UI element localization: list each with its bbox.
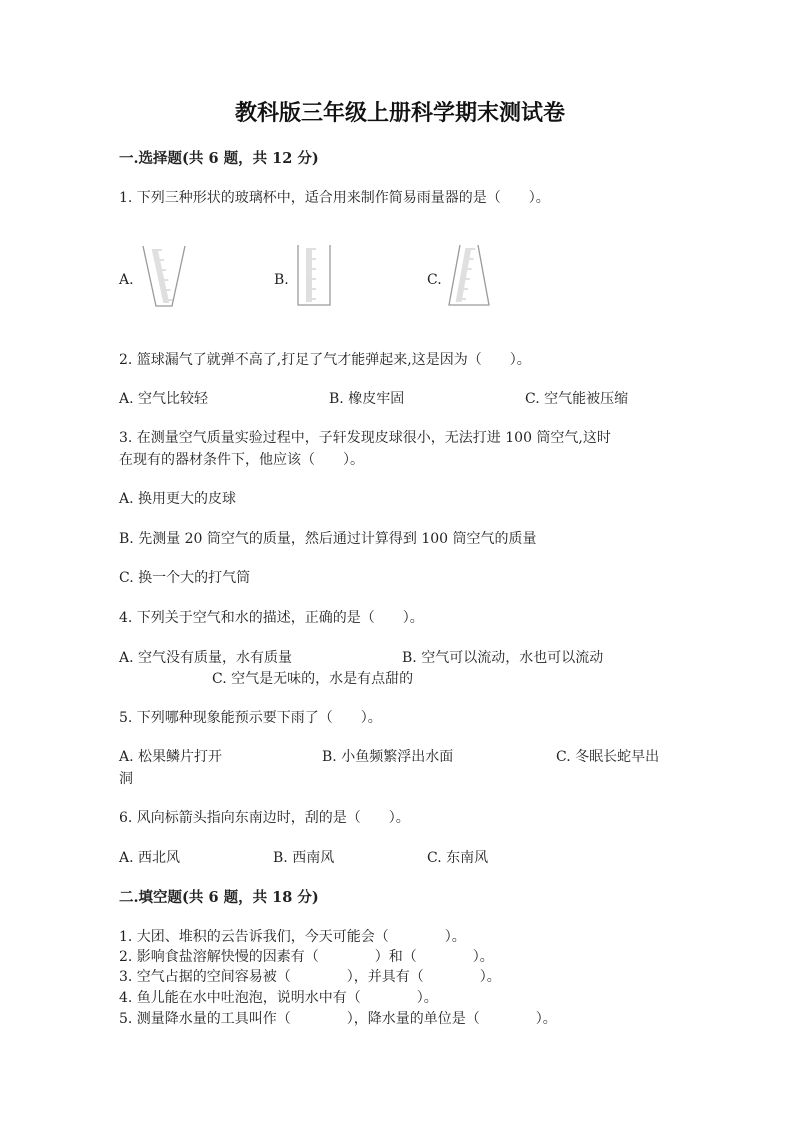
fill-item-4: 4. 鱼儿能在水中吐泡泡，说明水中有（ ）。 bbox=[119, 990, 438, 1006]
page-title: 教科版三年级上册科学期末测试卷 bbox=[234, 100, 565, 126]
question-5-option-a: A. 松果鳞片打开 bbox=[119, 749, 223, 765]
fill-item-5: 5. 测量降水量的工具叫作（ ），降水量的单位是（ ）。 bbox=[119, 1011, 557, 1027]
cup-straight-image bbox=[294, 243, 334, 307]
question-6-option-b: B. 西南风 bbox=[273, 850, 335, 866]
question-1-option-a: A. bbox=[119, 272, 134, 288]
question-2-stem: 2. 篮球漏气了就弹不高了,打足了气才能弹起来,这是因为（ ）。 bbox=[119, 352, 531, 368]
question-5-option-c-wrap: 洞 bbox=[119, 771, 133, 787]
question-4-stem: 4. 下列关于空气和水的描述，正确的是（ ）。 bbox=[119, 610, 424, 626]
question-6-option-c: C. 东南风 bbox=[427, 850, 489, 866]
question-5-option-c: C. 冬眠长蛇早出 bbox=[556, 749, 660, 765]
fill-item-3: 3. 空气占据的空间容易被（ ），并具有（ ）。 bbox=[119, 969, 501, 985]
cup-narrow-top-image bbox=[446, 243, 492, 307]
fill-item-1: 1. 大团、堆积的云告诉我们，今天可能会（ ）。 bbox=[119, 929, 466, 945]
section-heading-choice: 一.选择题(共 6 题，共 12 分) bbox=[119, 150, 319, 167]
question-6-stem: 6. 风向标箭头指向东南边时，刮的是（ ）。 bbox=[119, 810, 410, 826]
question-3-option-c: C. 换一个大的打气筒 bbox=[119, 570, 251, 586]
question-3-stem-line1: 3. 在测量空气质量实验过程中，子轩发现皮球很小，无法打进 100 筒空气,这时 bbox=[119, 430, 611, 446]
question-1-stem: 1. 下列三种形状的玻璃杯中，适合用来制作简易雨量器的是（ ）。 bbox=[119, 190, 550, 206]
question-4-option-c: C. 空气是无味的，水是有点甜的 bbox=[212, 671, 414, 687]
question-1-option-b: B. bbox=[274, 272, 289, 288]
fill-item-2: 2. 影响食盐溶解快慢的因素有（ ）和（ ）。 bbox=[119, 949, 494, 965]
question-4-option-a: A. 空气没有质量，水有质量 bbox=[119, 650, 293, 666]
cup-wide-top-image bbox=[140, 244, 188, 308]
section-heading-fill-blank: 二.填空题(共 6 题，共 18 分) bbox=[119, 889, 319, 906]
question-3-stem-line2: 在现有的器材条件下，他应该（ ）。 bbox=[119, 452, 364, 468]
question-3-option-a: A. 换用更大的皮球 bbox=[119, 491, 237, 507]
question-1-option-c: C. bbox=[427, 272, 442, 288]
question-2-option-b: B. 橡皮牢固 bbox=[329, 391, 405, 407]
question-4-option-b: B. 空气可以流动，水也可以流动 bbox=[402, 650, 604, 666]
question-2-option-a: A. 空气比较轻 bbox=[119, 391, 209, 407]
question-3-option-b: B. 先测量 20 筒空气的质量，然后通过计算得到 100 筒空气的质量 bbox=[119, 531, 537, 547]
question-5-option-b: B. 小鱼频繁浮出水面 bbox=[322, 749, 454, 765]
question-2-option-c: C. 空气能被压缩 bbox=[525, 391, 629, 407]
question-5-stem: 5. 下列哪种现象能预示要下雨了（ ）。 bbox=[119, 710, 382, 726]
question-6-option-a: A. 西北风 bbox=[119, 850, 181, 866]
